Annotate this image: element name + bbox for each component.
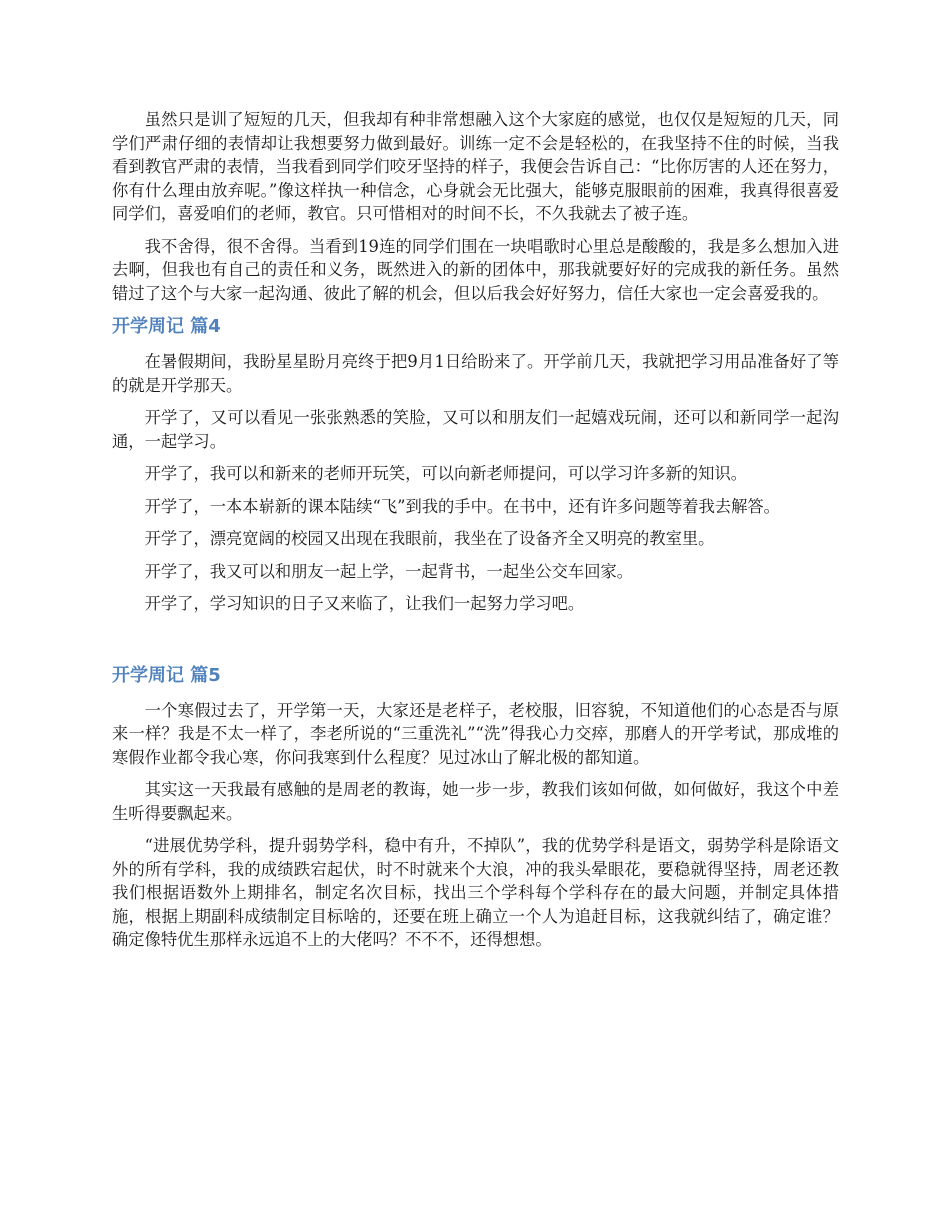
intro-paragraph-2: 我不舍得，很不舍得。当看到19连的同学们围在一块唱歌时心里总是酸酸的，我是多么想加入进去啊，但我也有自己的责任和义务，既然进入的新的团体中，那我就要好好的完成我的新任务。虽然错过了这个与大家一起沟通、彼此了解的机会，但以后我会好好努力，信任大家也一定会喜爱我的。 xyxy=(112,236,839,303)
section-4-paragraph-3: 开学了，我可以和新来的老师开玩笑，可以向新老师提问，可以学习许多新的知识。 xyxy=(144,464,748,483)
document-page xyxy=(112,108,839,961)
section-4-paragraph-2: 开学了，又可以看见一张张熟悉的笑脸，又可以和朋友们一起嬉戏玩闹，还可以和新同学一起沟通，一起学习。 xyxy=(112,408,839,451)
intro-section xyxy=(112,108,839,305)
section-4-paragraph-7: 开学了，学习知识的日子又来临了，让我们一起努力学习吧。 xyxy=(144,594,585,613)
section-4-paragraph-1: 在暑假期间，我盼星星盼月亮终于把9月1日给盼来了。开学前几天，我就把学习用品准备好了等的就是开学那天。 xyxy=(112,352,839,395)
section-5-paragraph-1: 一个寒假过去了，开学第一天，大家还是老样子，老校服，旧容貌，不知道他们的心态是否与原来一样？我是不太一样了，李老所说的“三重洗礼”“洗”得我心力交瘁，那磨人的开学考试，那成堆的寒假作业都令我心寒，你问我寒到什么程度？见过冰山了解北极的都知道。 xyxy=(112,700,839,767)
section-4-paragraph-4: 开学了，一本本崭新的课本陆续“飞”到我的手中。在书中，还有许多问题等着我去解答。 xyxy=(144,496,780,516)
section-4-heading: 开学周记 篇4 xyxy=(112,316,221,337)
section-5 xyxy=(112,663,839,952)
section-4-paragraph-6: 开学了，我又可以和朋友一起上学，一起背书，一起坐公交车回家。 xyxy=(144,561,634,581)
section-5-paragraph-3: “进展优势学科，提升弱势学科，稳中有升，不掉队”，我的优势学科是语文，弱势学科是除语文外的所有学科，我的成绩跌宕起伏，时不时就来个大浪，冲的我头晕眼花，要稳就得坚持，周老还教我们根据语数外上期排名，制定名次目标，找出三个学科每个学科存在的最大问题，并制定具体措施，根据上期副科成绩制定目标啥的，还要在班上确立一个人为追赶目标，这我就纠结了，确定谁？确定像特优生那样永远追不上的大佬吗？不不不，还得想想。 xyxy=(112,836,839,949)
section-4 xyxy=(112,314,839,616)
section-5-heading: 开学周记 篇5 xyxy=(112,664,221,686)
section-5-paragraph-2: 其实这一天我最有感触的是周老的教诲，她一步一步，教我们该如何做，如何做好，我这个中差生听得要飘起来。 xyxy=(112,780,839,823)
section-gap xyxy=(112,625,839,663)
section-4-paragraph-5: 开学了，漂亮宽阔的校园又出现在我眼前，我坐在了设备齐全又明亮的教室里。 xyxy=(144,529,715,548)
intro-paragraph-1: 虽然只是训了短短的几天，但我却有种非常想融入这个大家庭的感觉，也仅仅是短短的几天，同学们严肃仔细的表情却让我想要努力做到最好。训练一定不会是轻松的，在我坚持不住的时候，当我看到教官严肃的表情，当我看到同学们咬牙坚持的样子，我便会告诉自己：“比你厉害的人还在努力，你有什么理由放弃呢。”像这样执一种信念，心身就会无比强大，能够克服眼前的困难，我真得很喜爱同学们，喜爱咱们的老师，教官。只可惜相对的时间不长，不久我就去了被子连。 xyxy=(112,110,839,223)
